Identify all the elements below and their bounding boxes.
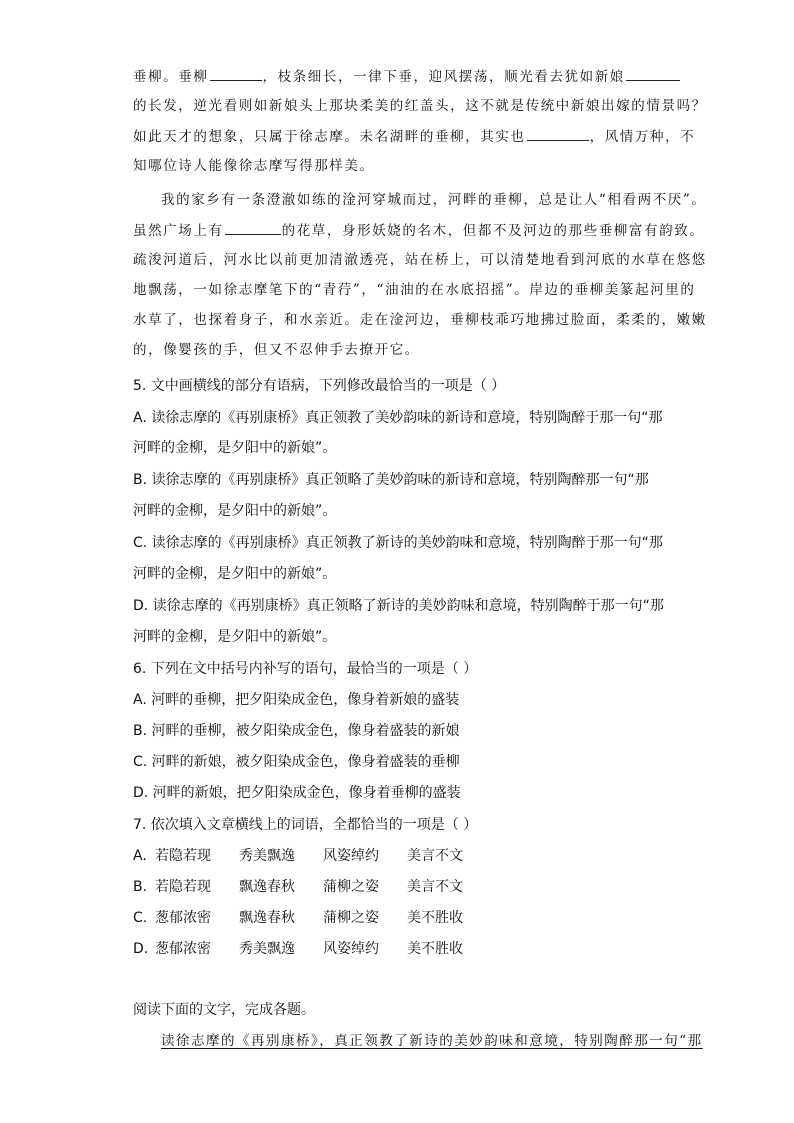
passage-line-3 [133,126,696,147]
passage-line-4: 知哪位诗人能像徐志摩写得那样美。 [133,158,375,174]
q5-option-c-line1: C. 读徐志摩的《再别康桥》真正领教了新诗的美妙韵味和意境，特别陶醉于那一句“那 [133,535,663,551]
option-word: 蒲柳之姿 [323,879,379,895]
option-letter: B. [133,879,148,895]
q7-option-d [133,939,661,959]
passage-text: ，枝条细长，一律下垂，迎风摆荡，顺光看去犹如新娘 [262,69,625,85]
option-letter: A. [133,848,147,864]
passage-line-7: 疏浚河道后，河水比以前更加清澈透亮，站在桥上，可以清楚地看到河底的水草在悠悠 [133,252,707,268]
option-word: 葱郁浓密 [155,941,211,957]
option-word: 美言不文 [407,879,463,895]
passage-text: 虽然广场上有 [133,223,224,239]
q6-option-c: C. 河畔的新娘，被夕阳染成金色，像身着盛装的垂柳 [133,754,460,770]
fill-blank-2 [626,66,680,81]
q5-option-d-line2: 河畔的金柳，是夕阳中的新娘”。 [133,629,337,645]
option-word: 美不胜收 [407,910,463,926]
fill-blank-4 [225,220,281,235]
q5-option-a-line2: 河畔的金柳，是夕阳中的新娘”。 [133,440,337,456]
passage-text: 垂柳。垂柳 [133,69,209,85]
question-7-stem: 7. 依次填入文章横线上的词语，全都恰当的一项是（ ） [133,817,478,833]
q5-option-b-line1: B. 读徐志摩的《再别康桥》真正领略了美妙韵味的新诗和意境，特别陶醉那一句“那 [133,472,649,488]
option-word: 飘逸春秋 [239,910,295,926]
passage-line-2: 的长发，逆光看则如新娘头上那块柔美的红盖头，这不就是传统中新娘出嫁的情景吗？ [133,98,707,114]
option-word: 秀美飘逸 [239,848,295,864]
question-6-stem: 6. 下列在文中括号内补写的语句，最恰当的一项是（ ） [133,661,478,677]
option-letter: C. [133,910,148,926]
underlined-passage-line: 读徐志摩的《再别康桥》，真正领教了新诗的美妙韵味和意境，特别陶醉那一句“那 [161,1033,703,1049]
q6-option-d: D. 河畔的新娘，把夕阳染成金色，像身着垂柳的盛装 [133,785,461,801]
passage-line-5: 我的家乡有一条澄澈如练的淦河穿城而过，河畔的垂柳，总是让人“相看两不厌”。 [161,192,707,208]
q6-option-b: B. 河畔的垂柳，被夕阳染成金色，像身着盛装的新娘 [133,723,460,739]
section-instruction: 阅读下面的文字，完成各题。 [133,1002,315,1018]
q5-option-a-line1: A. 读徐志摩的《再别康桥》真正领教了美妙韵味的新诗和意境，特别陶醉于那一句“那 [133,410,663,426]
q5-option-d-line1: D. 读徐志摩的《再别康桥》真正领略了新诗的美妙韵味和意境，特别陶醉于那一句“那 [133,598,664,614]
q5-option-b-line2: 河畔的金柳，是夕阳中的新娘”。 [133,503,337,519]
fill-blank-3 [527,126,589,141]
option-word: 若隐若现 [155,848,211,864]
option-letter: D. [133,941,149,957]
option-word: 风姿绰约 [323,941,379,957]
passage-text: 如此天才的想象，只属于徐志摩。未名湖畔的垂柳，其实也 [133,129,526,145]
passage-line-8: 地飘荡，一如徐志摩笔下的“青荇”，“油油的在水底招摇”。岸边的垂柳美篆起河里的 [133,282,696,298]
fill-blank-1 [210,66,262,81]
option-word: 美不胜收 [407,941,463,957]
q7-option-b [133,877,661,897]
option-word: 若隐若现 [155,879,211,895]
option-word: 飘逸春秋 [239,879,295,895]
passage-line-6 [133,220,705,241]
passage-text: ，风情万种，不 [589,129,696,145]
passage-line-10: 的，像婴孩的手，但又不忍伸手去撩开它。 [133,342,420,358]
passage-text: 的花草，身形妖娆的名木，但都不及河边的那些垂柳富有韵致。 [281,223,705,239]
q6-option-a: A. 河畔的垂柳，把夕阳染成金色，像身着新娘的盛装 [133,692,460,708]
q7-option-a [133,846,661,866]
question-5-stem: 5. 文中画横线的部分有语病，下列修改最恰当的一项是（ ） [133,378,506,394]
q7-option-c [133,908,661,928]
option-word: 风姿绰约 [323,848,379,864]
option-word: 蒲柳之姿 [323,910,379,926]
passage-line-1 [133,66,661,87]
option-word: 美言不文 [407,848,463,864]
q5-option-c-line2: 河畔的金柳，是夕阳中的新娘”。 [133,566,337,582]
option-word: 秀美飘逸 [239,941,295,957]
option-word: 葱郁浓密 [155,910,211,926]
passage-line-9: 水草了，也探着身子，和水亲近。走在淦河边，垂柳枝乖巧地拂过脸面，柔柔的，嫩嫩 [133,312,707,328]
